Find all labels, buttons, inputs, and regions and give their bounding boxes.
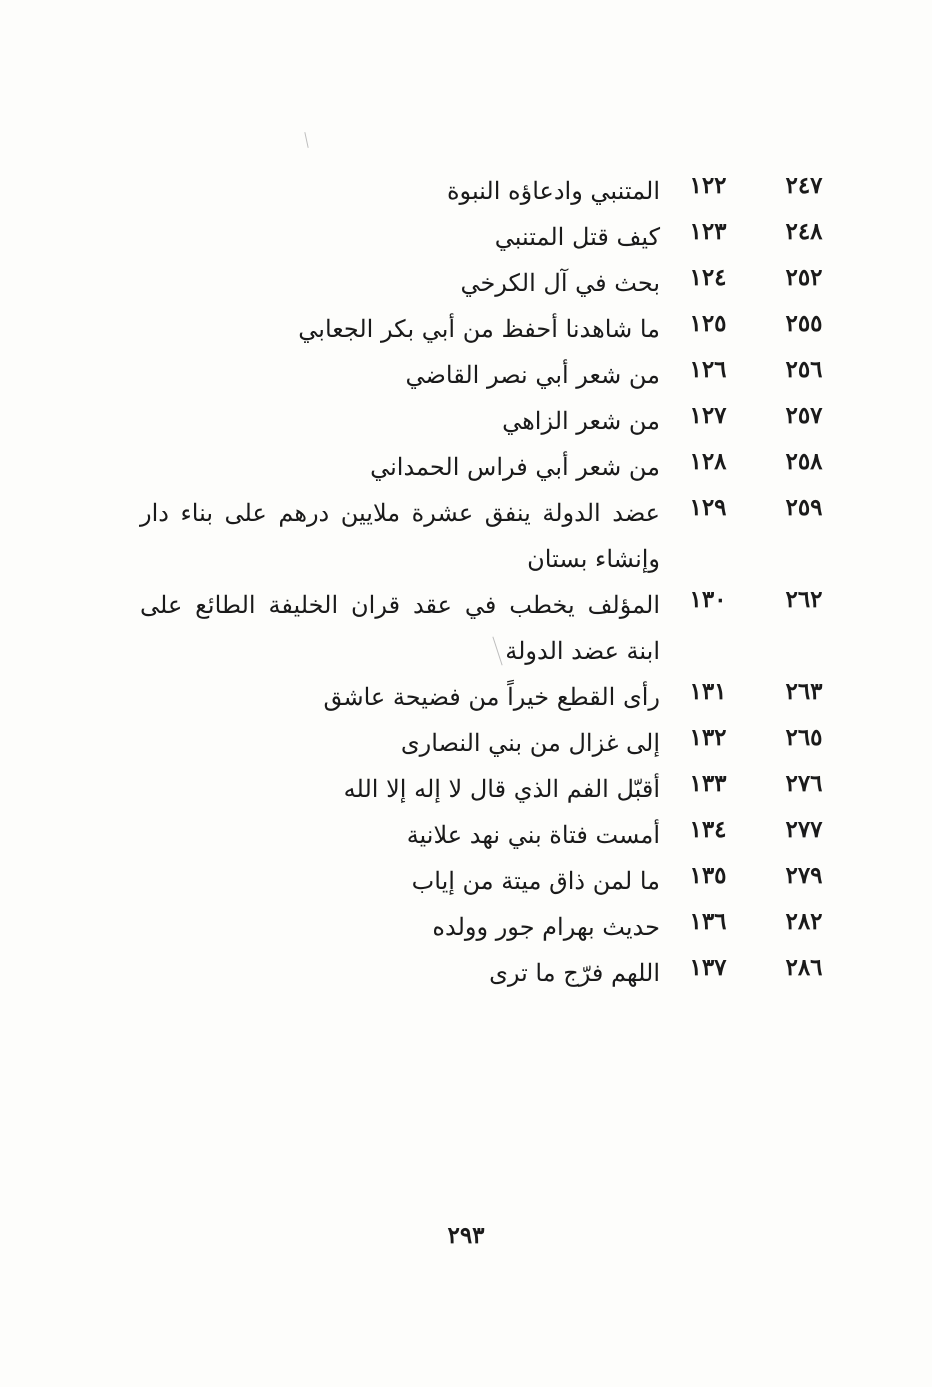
toc-page-number: ٢٦٥ — [785, 724, 823, 751]
toc-item-number: ١٢٣ — [689, 218, 727, 245]
toc-item-number: ١٢٢ — [689, 172, 727, 199]
toc-page-number: ٢٥٦ — [785, 356, 823, 383]
toc-title: رأى القطع خيراً من فضيحة عاشق — [323, 683, 660, 711]
scan-speck — [304, 132, 308, 148]
toc-item-number: ١٣٢ — [689, 724, 727, 751]
toc-page-number: ٢٥٩ — [785, 494, 823, 521]
toc-title: أقبّل الفم الذي قال لا إله إلا الله — [343, 775, 660, 803]
toc-title: ما شاهدنا أحفظ من أبي بكر الجعابي — [298, 315, 660, 343]
toc-title: من شعر أبي فراس الحمداني — [370, 453, 660, 481]
toc-title: عضد الدولة ينفق عشرة ملايين درهم على بناء دار وإنشاء بستان — [140, 499, 660, 573]
toc-entry — [0, 766, 932, 812]
toc-page-number: ٢٧٧ — [785, 816, 823, 843]
toc-item-number: ١٣٣ — [689, 770, 727, 797]
toc-item-number: ١٣٧ — [689, 954, 727, 981]
toc-item-number: ١٢٦ — [689, 356, 727, 383]
toc-title: حديث بهرام جور وولده — [432, 913, 660, 941]
toc-entry — [0, 858, 932, 904]
toc-title: بحث في آل الكرخي — [460, 269, 660, 297]
toc-item-number: ١٢٥ — [689, 310, 727, 337]
toc-page-number: ٢٥٨ — [785, 448, 823, 475]
toc-title: المتنبي وادعاؤه النبوة — [446, 177, 660, 205]
toc-entry — [0, 904, 932, 950]
toc-item-number: ١٣٥ — [689, 862, 727, 889]
toc-entry — [0, 674, 932, 720]
toc-entry — [0, 812, 932, 858]
toc-entry — [0, 214, 932, 260]
toc-title: أمست فتاة بني نهد علانية — [406, 821, 660, 849]
toc-title: المؤلف يخطب في عقد قران الخليفة الطائع على ابنة عضد الدولة — [140, 591, 660, 665]
toc-page-number: ٢٥٧ — [785, 402, 823, 429]
toc-entry — [0, 444, 932, 490]
toc-page-number: ٢٦٢ — [785, 586, 823, 613]
toc-item-number: ١٢٩ — [689, 494, 727, 521]
toc-entry — [0, 260, 932, 306]
toc-entry — [0, 352, 932, 398]
toc-item-number: ١٢٤ — [689, 264, 727, 291]
toc-title: كيف قتل المتنبي — [494, 223, 660, 251]
toc-item-number: ١٣٦ — [689, 908, 727, 935]
toc-item-number: ١٣١ — [689, 678, 727, 705]
toc-title: من شعر الزاهي — [502, 407, 660, 435]
toc-page-number: ٢٤٧ — [785, 172, 823, 199]
toc-page-number: ٢٥٢ — [785, 264, 823, 291]
toc-page-number: ٢٨٢ — [785, 908, 823, 935]
toc-item-number: ١٢٧ — [689, 402, 727, 429]
table-of-contents — [0, 168, 932, 996]
toc-title: اللهم فرّج ما ترى — [489, 959, 660, 987]
toc-entry — [0, 950, 932, 996]
toc-title: ما لمن ذاق ميتة من إياب — [411, 867, 660, 895]
toc-entry — [0, 398, 932, 444]
toc-item-number: ١٣٤ — [689, 816, 727, 843]
toc-entry — [0, 720, 932, 766]
toc-page-number: ٢٧٩ — [785, 862, 823, 889]
toc-page-number: ٢٦٣ — [785, 678, 823, 705]
toc-entry — [0, 168, 932, 214]
toc-title: من شعر أبي نصر القاضي — [405, 361, 660, 389]
toc-page-number: ٢٨٦ — [785, 954, 823, 981]
toc-item-number: ١٢٨ — [689, 448, 727, 475]
toc-title: إلى غزال من بني النصارى — [400, 729, 660, 757]
toc-entry — [0, 582, 932, 674]
toc-page-number: ٢٧٦ — [785, 770, 823, 797]
toc-page-number: ٢٤٨ — [785, 218, 823, 245]
toc-entry — [0, 306, 932, 352]
toc-entry — [0, 490, 932, 582]
toc-item-number: ١٣٠ — [689, 586, 727, 613]
page-folio-number: ٢٩٣ — [447, 1222, 485, 1249]
toc-page-number: ٢٥٥ — [785, 310, 823, 337]
